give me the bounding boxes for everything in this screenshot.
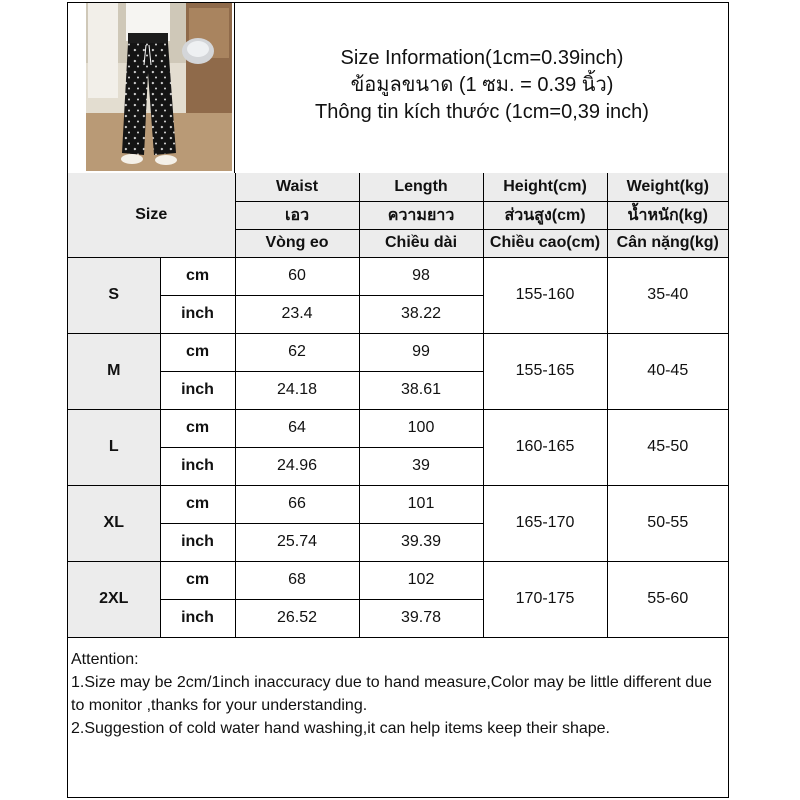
length-inch: 38.61 bbox=[359, 371, 483, 409]
note-item: 1.Size may be 2cm/1inch inaccuracy due to hand measure,Color may be little different due to monitor ,thanks for your understanding. bbox=[71, 674, 712, 714]
height-range: 165-170 bbox=[483, 485, 607, 561]
unit-inch: inch bbox=[160, 295, 235, 333]
size-info-title bbox=[236, 45, 728, 126]
length-cm: 102 bbox=[359, 561, 483, 599]
header-divider bbox=[234, 3, 235, 173]
length-cm: 99 bbox=[359, 333, 483, 371]
size-name: L bbox=[68, 409, 160, 485]
title-english: Size Information(1cm=0.39inch) bbox=[340, 47, 624, 69]
height-range: 160-165 bbox=[483, 409, 607, 485]
length-cm: 98 bbox=[359, 257, 483, 295]
waist-inch: 26.52 bbox=[235, 599, 359, 637]
col-height-vi: Chiều cao(cm) bbox=[483, 229, 607, 257]
table-header-row bbox=[68, 173, 728, 201]
size-name: XL bbox=[68, 485, 160, 561]
table-row bbox=[68, 561, 728, 599]
weight-range: 35-40 bbox=[607, 257, 728, 333]
size-chart-sheet bbox=[67, 2, 729, 798]
unit-inch: inch bbox=[160, 523, 235, 561]
product-photo bbox=[86, 3, 232, 171]
height-range: 170-175 bbox=[483, 561, 607, 637]
unit-cm: cm bbox=[160, 409, 235, 447]
height-range: 155-160 bbox=[483, 257, 607, 333]
unit-cm: cm bbox=[160, 561, 235, 599]
unit-inch: inch bbox=[160, 599, 235, 637]
col-length-vi: Chiều dài bbox=[359, 229, 483, 257]
length-inch: 39.78 bbox=[359, 599, 483, 637]
unit-inch: inch bbox=[160, 447, 235, 485]
col-weight-vi: Cân nặng(kg) bbox=[607, 229, 728, 257]
note-item: 2.Suggestion of cold water hand washing,it can help items keep their shape. bbox=[71, 720, 610, 737]
waist-cm: 64 bbox=[235, 409, 359, 447]
waist-inch: 25.74 bbox=[235, 523, 359, 561]
length-inch: 38.22 bbox=[359, 295, 483, 333]
waist-cm: 62 bbox=[235, 333, 359, 371]
weight-range: 45-50 bbox=[607, 409, 728, 485]
size-header: Size bbox=[68, 173, 235, 257]
col-waist-en: Waist bbox=[235, 173, 359, 201]
header-section bbox=[68, 3, 728, 174]
col-weight-en: Weight(kg) bbox=[607, 173, 728, 201]
col-weight-th: น้ำหนัก(kg) bbox=[607, 201, 728, 229]
weight-range: 55-60 bbox=[607, 561, 728, 637]
waist-cm: 66 bbox=[235, 485, 359, 523]
waist-inch: 23.4 bbox=[235, 295, 359, 333]
size-name: M bbox=[68, 333, 160, 409]
size-name: S bbox=[68, 257, 160, 333]
waist-cm: 60 bbox=[235, 257, 359, 295]
size-name: 2XL bbox=[68, 561, 160, 637]
unit-cm: cm bbox=[160, 257, 235, 295]
col-height-th: ส่วนสูง(cm) bbox=[483, 201, 607, 229]
table-row bbox=[68, 257, 728, 295]
unit-inch: inch bbox=[160, 371, 235, 409]
length-cm: 101 bbox=[359, 485, 483, 523]
product-photo-illustration bbox=[86, 3, 232, 171]
unit-cm: cm bbox=[160, 485, 235, 523]
length-cm: 100 bbox=[359, 409, 483, 447]
unit-cm: cm bbox=[160, 333, 235, 371]
title-vietnamese: Thông tin kích thước (1cm=0,39 inch) bbox=[315, 101, 649, 123]
table-row bbox=[68, 485, 728, 523]
col-length-th: ความยาว bbox=[359, 201, 483, 229]
col-waist-vi: Vòng eo bbox=[235, 229, 359, 257]
notes-heading: Attention: bbox=[71, 651, 139, 668]
height-range: 155-165 bbox=[483, 333, 607, 409]
waist-inch: 24.96 bbox=[235, 447, 359, 485]
col-height-en: Height(cm) bbox=[483, 173, 607, 201]
length-inch: 39 bbox=[359, 447, 483, 485]
table-row bbox=[68, 409, 728, 447]
attention-notes bbox=[71, 648, 721, 740]
title-thai: ข้อมูลขนาด (1 ซม. = 0.39 นิ้ว) bbox=[350, 74, 614, 96]
weight-range: 40-45 bbox=[607, 333, 728, 409]
table-row bbox=[68, 333, 728, 371]
size-table bbox=[68, 173, 728, 638]
waist-inch: 24.18 bbox=[235, 371, 359, 409]
col-length-en: Length bbox=[359, 173, 483, 201]
col-waist-th: เอว bbox=[235, 201, 359, 229]
waist-cm: 68 bbox=[235, 561, 359, 599]
weight-range: 50-55 bbox=[607, 485, 728, 561]
length-inch: 39.39 bbox=[359, 523, 483, 561]
